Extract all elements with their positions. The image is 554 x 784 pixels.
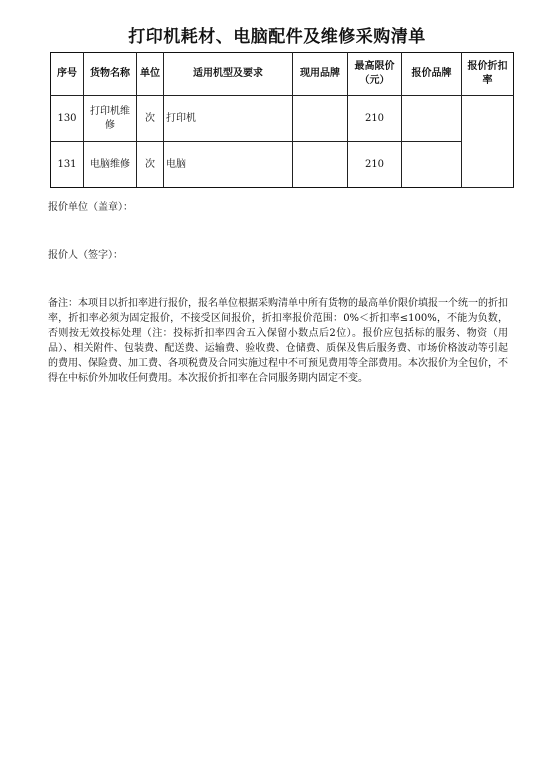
remarks-note: 备注：本项目以折扣率进行报价，报名单位根据采购清单中所有货物的最高单价限价填报一个统一的折扣率，折扣率必须为固定报价，不接受区间报价，折扣率报价范围：0%＜折扣率≤100%，不能为负数，否则按无效投标处理（注：投标折扣率四舍五入保留小数点后2位）。报价应包括标的服务、物资（用品）、相关附件、包装费、配送费、运输费、验收费、仓储费、质保及售后服务费、市场价格波动等引起的费用、保险费、加工费、各项税费及合同实施过程中不可预见费用等全部费用。本次报价为全包价，不得在中标价外加收任何费用。本次报价折扣率在合同服务期内固定不变。 xyxy=(48,298,508,384)
cell-model: 电脑 xyxy=(164,142,293,188)
col-header-no: 序号 xyxy=(51,53,84,96)
table-row xyxy=(51,142,514,188)
cell-max-price: 210 xyxy=(348,96,402,142)
cell-name: 打印机维修 xyxy=(84,96,137,142)
table-header-row xyxy=(51,53,514,96)
col-header-brand: 现用品牌 xyxy=(293,53,348,96)
quoter-label: 报价人（签字）： xyxy=(48,250,123,261)
cell-brand xyxy=(293,96,348,142)
cell-unit: 次 xyxy=(137,96,164,142)
col-header-discount: 报价折扣率 xyxy=(462,53,514,96)
cell-unit: 次 xyxy=(137,142,164,188)
cell-name: 电脑维修 xyxy=(84,142,137,188)
procurement-table xyxy=(50,52,514,188)
col-header-name: 货物名称 xyxy=(84,53,137,96)
cell-max-price: 210 xyxy=(348,142,402,188)
cell-discount-rate xyxy=(462,96,514,188)
cell-brand xyxy=(293,142,348,188)
col-header-model: 适用机型及要求 xyxy=(164,53,293,96)
col-header-unit: 单位 xyxy=(137,53,164,96)
cell-quote-brand xyxy=(402,96,462,142)
table-row xyxy=(51,96,514,142)
cell-no: 131 xyxy=(51,142,84,188)
col-header-quote-brand: 报价品牌 xyxy=(402,53,462,96)
cell-quote-brand xyxy=(402,142,462,188)
cell-model: 打印机 xyxy=(164,96,293,142)
cell-no: 130 xyxy=(51,96,84,142)
col-header-max-price: 最高限价（元） xyxy=(348,53,402,96)
quote-unit-label: 报价单位（盖章）： xyxy=(48,202,133,213)
page-title: 打印机耗材、电脑配件及维修采购清单 xyxy=(128,27,426,47)
